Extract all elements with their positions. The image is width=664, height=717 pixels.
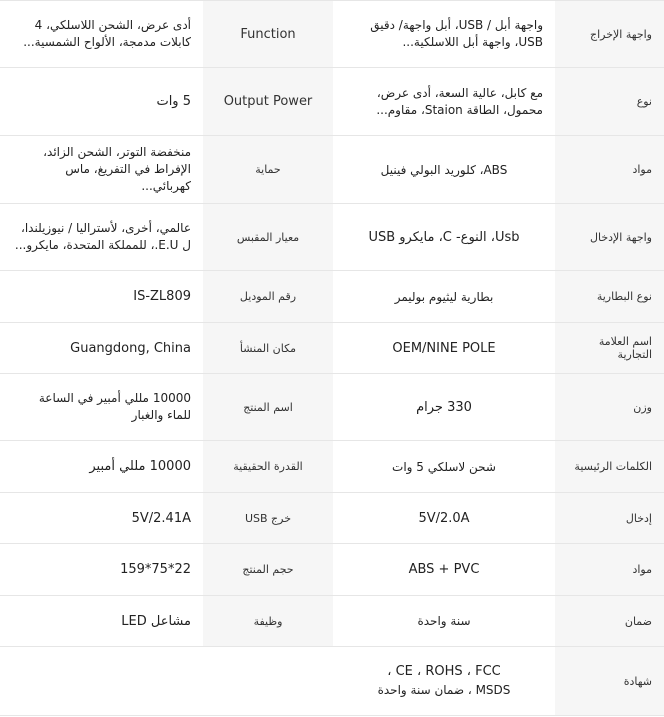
spec-value: 330 جرام	[333, 374, 555, 441]
spec-label: مواد	[555, 544, 664, 596]
spec-value: ABS + PVC	[333, 544, 555, 596]
spec-label: مواد	[555, 136, 664, 204]
spec-label: حجم المنتج	[203, 544, 333, 596]
table-row	[0, 204, 664, 271]
spec-label: نوع	[555, 68, 664, 136]
spec-label: اسم العلامة التجارية	[555, 323, 664, 374]
certification-line-1: CE ، ROHS ، FCC ،	[387, 664, 501, 679]
table-row	[0, 647, 664, 716]
spec-value: Guangdong, China	[0, 323, 203, 374]
spec-value: 10000 مللي أمبير في الساعة للماء والغبار	[0, 374, 203, 441]
spec-value	[333, 647, 555, 716]
spec-label: معيار المقبس	[203, 204, 333, 271]
spec-label: اسم المنتج	[203, 374, 333, 441]
spec-value: IS-ZL809	[0, 271, 203, 323]
spec-label: وظيفة	[203, 596, 333, 647]
spec-value: 5V/2.0A	[333, 493, 555, 544]
spec-value: عالمي، أخرى، لأستراليا / نيوزيلندا، ل E.U.، للمملكة المتحدة، مايكرو...	[0, 204, 203, 271]
spec-value: مع كابل، عالية السعة، أدى عرض، محمول، الطاقة Staion، مقاوم...	[333, 68, 555, 136]
table-row	[0, 1, 664, 68]
table-row	[0, 323, 664, 374]
spec-label: إدخال	[555, 493, 664, 544]
table-row	[0, 136, 664, 204]
spec-value: مشاعل LED	[0, 596, 203, 647]
spec-value: 5V/2.41A	[0, 493, 203, 544]
empty-value	[0, 647, 203, 716]
spec-value: شحن لاسلكي 5 وات	[333, 441, 555, 493]
spec-label: نوع البطارية	[555, 271, 664, 323]
spec-value: 5 وات	[0, 68, 203, 136]
table-row	[0, 271, 664, 323]
spec-value: Usb، النوع- C، مايكرو USB	[333, 204, 555, 271]
spec-value: 10000 مللي أمبير	[0, 441, 203, 493]
table-row	[0, 374, 664, 441]
table-row	[0, 544, 664, 596]
table-row	[0, 493, 664, 544]
spec-value: بطارية ليثيوم بوليمر	[333, 271, 555, 323]
certification-line-2: MSDS ، ضمان سنة واحدة	[377, 683, 511, 697]
spec-label: واجهة الإدخال	[555, 204, 664, 271]
spec-value: أدى عرض، الشحن اللاسلكي، 4 كابلات مدمجة، الألواح الشمسية...	[0, 1, 203, 68]
spec-value: واجهة أبل / USB، أبل واجهة/ دقيق USB، واجهة أبل اللاسلكية...	[333, 1, 555, 68]
spec-label: واجهة الإخراج	[555, 1, 664, 68]
spec-label: مكان المنشأ	[203, 323, 333, 374]
spec-label: القدرة الحقيقية	[203, 441, 333, 493]
table-row	[0, 596, 664, 647]
spec-value: OEM/NINE POLE	[333, 323, 555, 374]
spec-label: خرج USB	[203, 493, 333, 544]
spec-value: 159*75*22	[0, 544, 203, 596]
spec-label: Output Power	[203, 68, 333, 136]
table-row	[0, 441, 664, 493]
spec-label: رقم الموديل	[203, 271, 333, 323]
spec-value: ABS، كلوريد البولي فينيل	[333, 136, 555, 204]
spec-value: سنة واحدة	[333, 596, 555, 647]
empty-label	[203, 647, 333, 716]
spec-value: منخفضة التوتر، الشحن الزائد، الإفراط في التفريغ، ماس كهربائي...	[0, 136, 203, 204]
spec-label: شهادة	[555, 647, 664, 716]
spec-label: حماية	[203, 136, 333, 204]
spec-label: وزن	[555, 374, 664, 441]
spec-label: ضمان	[555, 596, 664, 647]
spec-label: Function	[203, 1, 333, 68]
table-row	[0, 68, 664, 136]
spec-label: الكلمات الرئيسية	[555, 441, 664, 493]
